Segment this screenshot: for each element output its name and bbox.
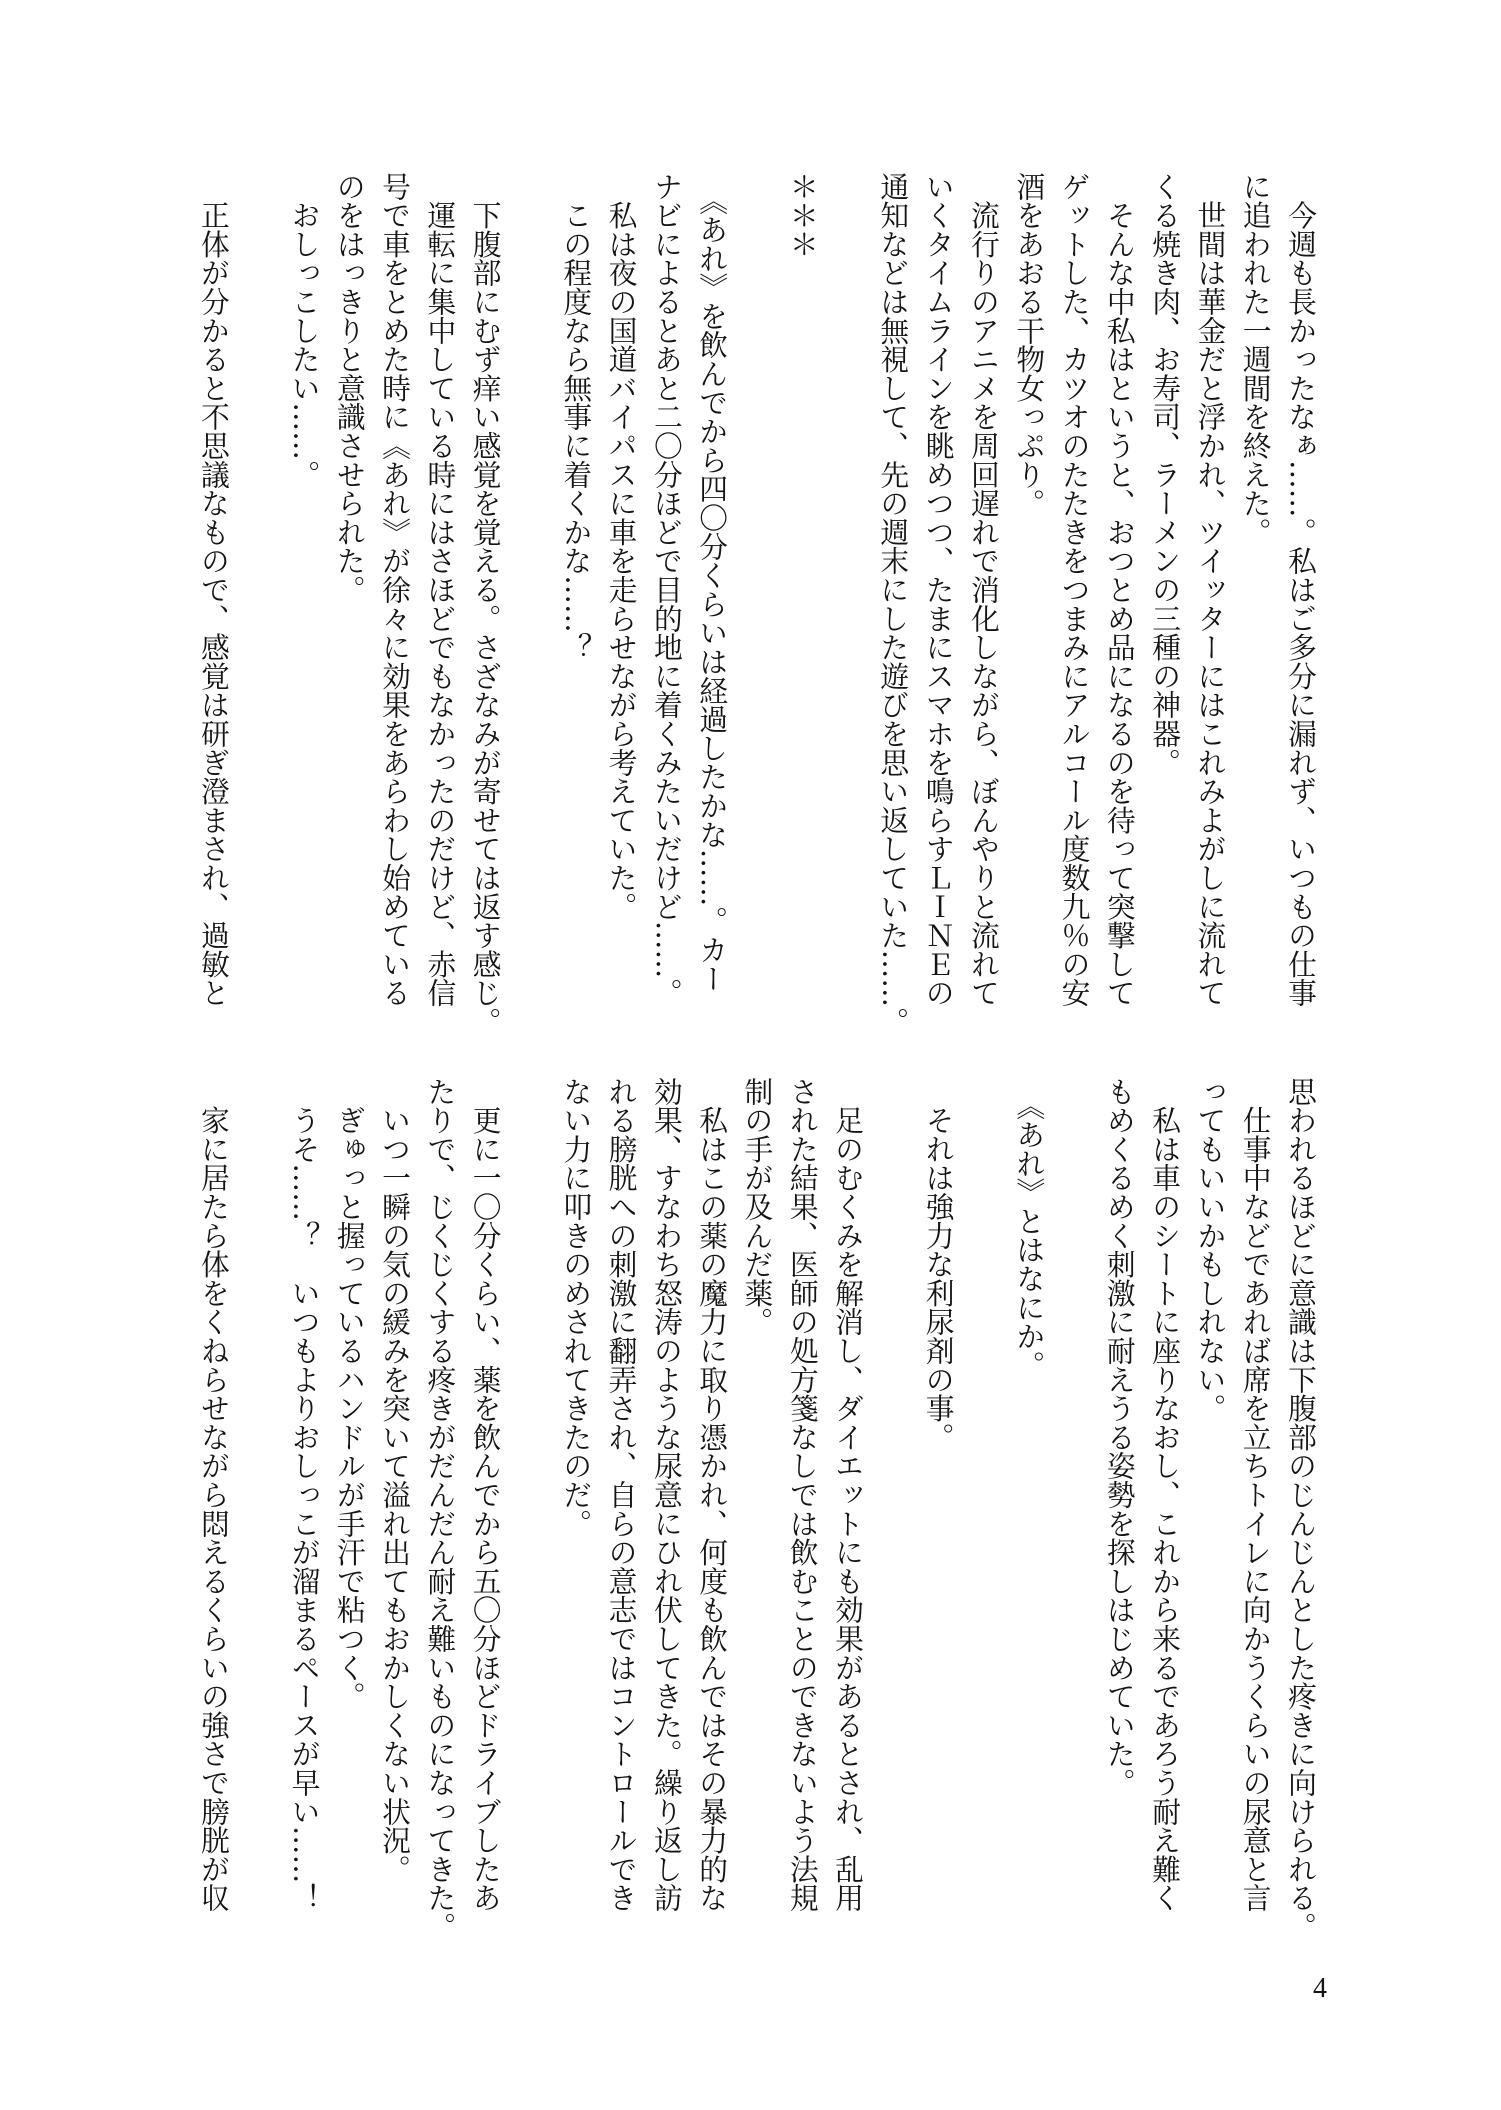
blank-line xyxy=(1051,1077,1096,1912)
text-line: 号で車をとめた時に《あれ》が徐々に効果をあらわし始めている xyxy=(378,172,413,1008)
text-line: 仕事中などであれば席を立ちトイレに向かうくらいの尿意と言 xyxy=(1238,1077,1273,1913)
text-line: 下腹部にむず痒い感覚を覚える。さざなみが寄せては返す感じ。 xyxy=(468,172,503,1036)
page-number: 4 xyxy=(1313,1973,1327,2004)
text-line: もめくるめく刺激に耐えうる姿勢を探しはじめていた。 xyxy=(1102,1077,1137,1797)
blank-line xyxy=(508,172,553,1007)
text-line: 酒をあおる干物女っぷり。 xyxy=(1012,172,1047,518)
text-line: たりで、じくじくする疼きがだんだん耐え難いものになってきた。 xyxy=(423,1077,458,1941)
text-line: 制の手が及んだ薬。 xyxy=(740,1077,775,1337)
blank-line xyxy=(870,1077,915,1912)
text-line: 足のむくみを解消し、ダイエットにも効果があるとされ、乱用 xyxy=(831,1077,866,1913)
text-line: いくタイムラインを眺めつつ、たまにスマホを鳴らすＬＩＮＥの xyxy=(921,172,956,1008)
blank-line xyxy=(236,1077,281,1912)
text-line: 世間は華金だと浮かれ、ツイッターにはこれみよがしに流れて xyxy=(1193,172,1228,1008)
text-line: ぎゅっと握っているハンドルが手汗で粘つく。 xyxy=(332,1077,367,1711)
text-line: この程度なら無事に着くかな……？ xyxy=(559,172,594,662)
blank-line xyxy=(961,1077,1006,1912)
text-line: 思われるほどに意識は下腹部のじんじんとした疼きに向けられる。 xyxy=(1284,1077,1318,1941)
text-line: れる膀胱への刺激に翻弄され、自らの意志ではコントロールでき xyxy=(604,1077,639,1913)
text-line: のをはっきりと意識させられた。 xyxy=(332,172,367,604)
text-line: ない力に叩きのめされてきたのだ。 xyxy=(559,1077,594,1538)
text-line: 私はこの薬の魔力に取り憑かれ、何度も飲んではその暴力的な xyxy=(695,1077,730,1913)
text-line: それは強力な利尿剤の事。 xyxy=(921,1077,956,1452)
upper-text-block xyxy=(190,172,1323,1036)
text-line: された結果、医師の処方箋なしでは飲むことのできないよう法規 xyxy=(785,1077,820,1913)
text-line: 流行りのアニメを周回遅れで消化しながら、ぼんやりと流れて xyxy=(966,172,1001,1008)
text-line: ゲットした、カツオのたたきをつまみにアルコール度数九％の安 xyxy=(1057,172,1092,1008)
text-line: 《あれ》とはなにか。 xyxy=(1012,1077,1047,1380)
blank-line xyxy=(825,172,870,1007)
lower-text-block xyxy=(190,1077,1323,1941)
text-line: 今週も長かったなぁ……。私はご多分に漏れず、いつもの仕事 xyxy=(1284,172,1318,1008)
blank-line xyxy=(236,172,281,1007)
text-line: そんな中私はというと、おつとめ品になるのを待って突撃して xyxy=(1102,172,1137,1008)
text-line: くる焼き肉、お寿司、ラーメンの三種の神器。 xyxy=(1148,172,1183,777)
text-line: 私は夜の国道バイパスに車を走らせながら考えていた。 xyxy=(604,172,639,921)
text-line: 《あれ》を飲んでから四〇分くらいは経過したかな……。カー xyxy=(695,172,730,993)
text-line: ってもいいかもしれない。 xyxy=(1193,1077,1228,1423)
text-line: いつ一瞬の気の緩みを突いて溢れ出てもおかしくない状況。 xyxy=(378,1077,413,1884)
blank-line xyxy=(734,172,779,1007)
text-line: 更に一〇分くらい、薬を飲んでから五〇分ほどドライブしたあ xyxy=(468,1077,503,1913)
text-line: 正体が分かると不思議なもので、感覚は研ぎ澄まされ、過敏と xyxy=(196,172,231,1008)
text-line: 家に居たら体をくねらせながら悶えるくらいの強さで膀胱が収 xyxy=(196,1077,231,1913)
text-line: ナビによるとあと二〇分ほどで目的地に着くみたいだけど……。 xyxy=(649,172,684,1008)
blank-line xyxy=(508,1077,553,1912)
text-line: おしっこしたい……。 xyxy=(287,172,322,489)
text-line: 効果、すなわち怒涛のような尿意にひれ伏してきた。繰り返し訪 xyxy=(649,1077,684,1913)
text-line: 運転に集中している時にはさほどでもなかったのだけど、赤信 xyxy=(423,172,458,1008)
text-line: うそ……？ いつもよりおしっこが溜まるペースが早い……！ xyxy=(287,1077,322,1913)
text-line: 通知などは無視して、先の週末にした遊びを思い返していた……。 xyxy=(876,172,911,1036)
text-line: 私は車のシートに座りなおし、これから来るであろう耐え難く xyxy=(1148,1077,1183,1913)
section-break: ＊＊＊ xyxy=(785,172,820,259)
text-line: に追われた一週間を終えた。 xyxy=(1238,172,1273,547)
